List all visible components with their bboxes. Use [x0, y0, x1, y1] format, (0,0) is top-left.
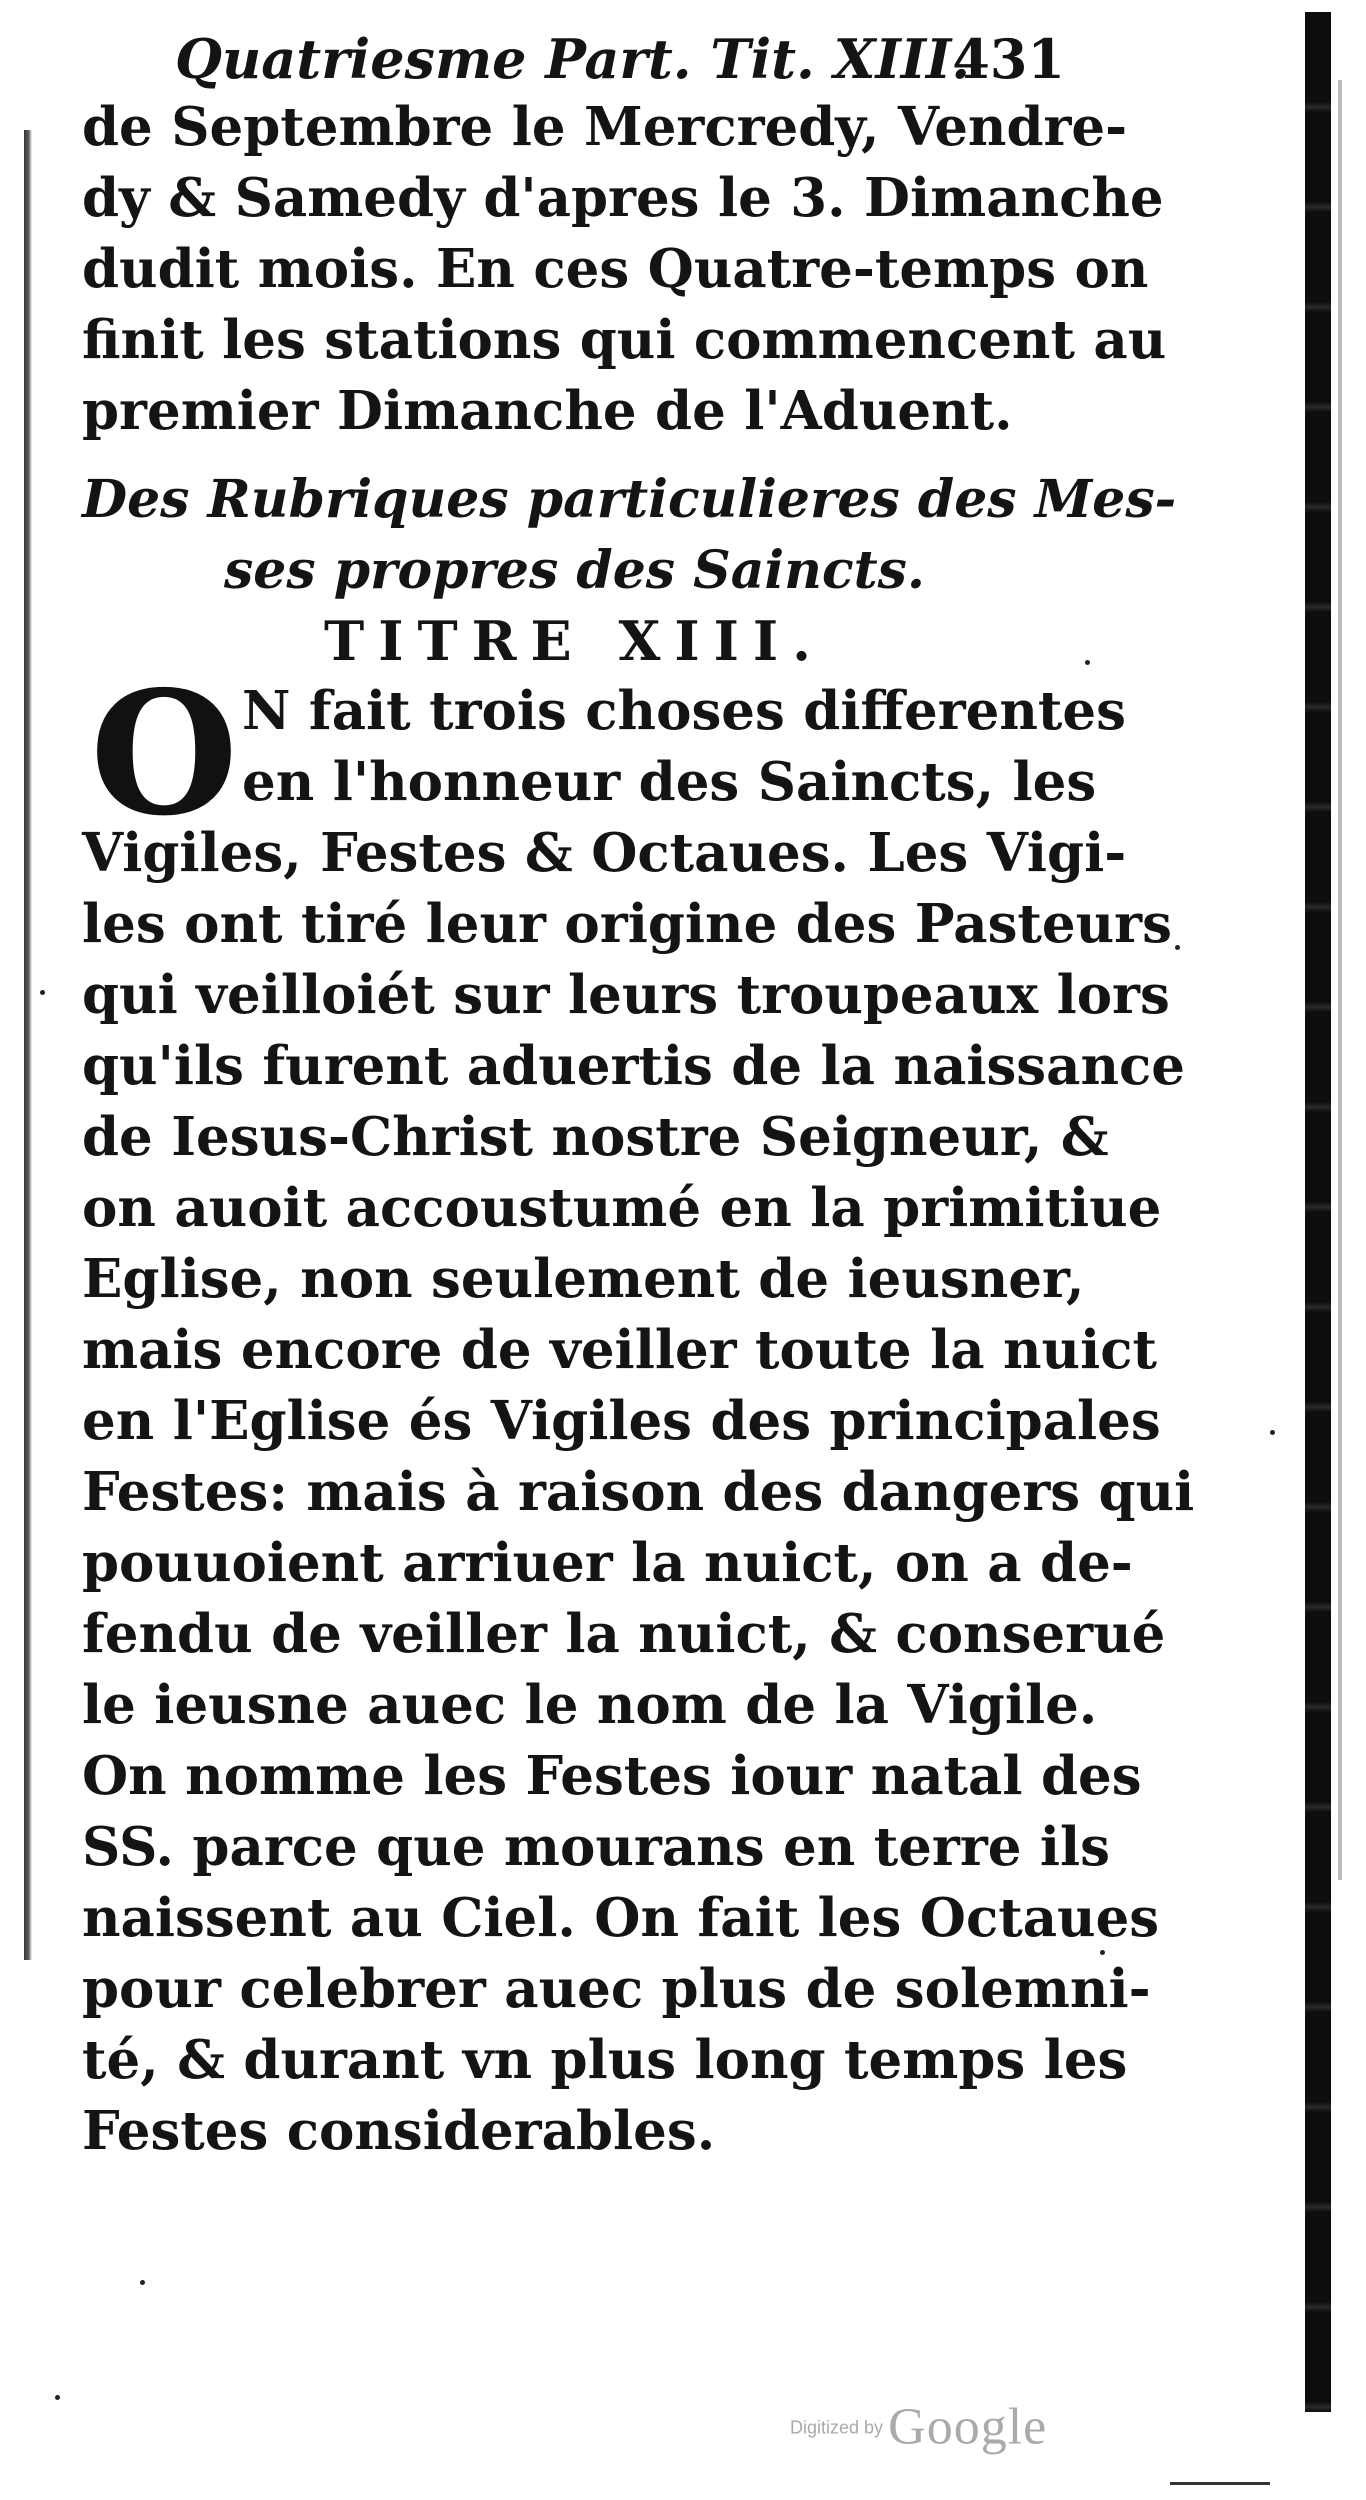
- page-edge-shadow: [1305, 12, 1331, 2412]
- text-line: en l'Eglise és Vigiles des principales: [82, 1390, 1161, 1452]
- digitized-by-label: Digitized by: [790, 2417, 884, 2438]
- text-line: fendu de veiller la nuict, & conserué: [82, 1603, 1166, 1665]
- text-line: de Septembre le Mercredy, Vendre-: [82, 96, 1128, 158]
- scan-edge-mark: [1170, 2482, 1270, 2485]
- running-title: Quatriesme Part. Tit. XIII.: [175, 27, 971, 91]
- running-header: [175, 24, 1065, 94]
- text-line: le ieusne auec le nom de la Vigile.: [82, 1674, 1098, 1736]
- text-line: dudit mois. En ces Quatre-temps on: [82, 238, 1149, 300]
- text-line: Eglise, non seulement de ieusner,: [82, 1248, 1085, 1310]
- text-line: Festes considerables.: [82, 2100, 716, 2162]
- drop-cap: O: [90, 654, 239, 854]
- text-line: de Iesus-Christ nostre Seigneur, &: [82, 1106, 1109, 1168]
- ink-speck: [1100, 1950, 1105, 1955]
- binding-gutter-shadow: [24, 130, 32, 1960]
- preceding-text: [82, 92, 1167, 447]
- rubric-line: Des Rubriques particulieres des Mes-: [82, 469, 1177, 530]
- text-line: dy & Samedy d'apres le 3. Dimanche: [82, 167, 1164, 229]
- text-line: Vigiles, Festes & Octaues. Les Vigi-: [82, 822, 1127, 884]
- page-edge-strip: [1338, 80, 1342, 1880]
- text-line: finit les stations qui commencent au: [82, 309, 1167, 371]
- page-number: 431: [952, 27, 1065, 91]
- body-text: [82, 654, 1195, 2167]
- ink-speck: [1270, 1430, 1275, 1435]
- text-line: On nomme les Festes iour natal des: [82, 1745, 1142, 1807]
- ink-speck: [140, 2280, 145, 2285]
- google-wordmark: Google: [888, 2398, 1048, 2456]
- text-line: Festes: mais à raison des dangers qui: [82, 1461, 1195, 1523]
- digitization-watermark: [790, 2392, 1047, 2462]
- text-line: pour celebrer auec plus de solemni-: [82, 1958, 1151, 2020]
- ink-speck: [1175, 945, 1180, 950]
- text-line: premier Dimanche de l'Aduent.: [82, 380, 1013, 442]
- rubric-line: ses propres des Saincts.: [223, 540, 926, 601]
- text-line: SS. parce que mourans en terre ils: [82, 1816, 1111, 1878]
- text-line: mais encore de veiller toute la nuict: [82, 1319, 1157, 1381]
- text-line: les ont tiré leur origine des Pasteurs: [82, 893, 1172, 955]
- text-line: en l'honneur des Saincts, les: [242, 751, 1097, 813]
- text-line: on auoit accoustumé en la primitiue: [82, 1177, 1162, 1239]
- ink-speck: [1085, 660, 1090, 665]
- ink-speck: [40, 990, 45, 995]
- text-line: té, & durant vn plus long temps les: [82, 2029, 1128, 2091]
- section-title: TITRE XIII.: [324, 609, 825, 673]
- ink-speck: [55, 2395, 60, 2400]
- text-line: qui veilloiét sur leurs troupeaux lors: [82, 964, 1170, 1026]
- text-line: qu'ils furent aduertis de la naissance: [82, 1035, 1186, 1097]
- rubric-heading: [82, 464, 1177, 606]
- text-line: naissent au Ciel. On fait les Octaues: [82, 1887, 1160, 1949]
- text-line: pouuoient arriuer la nuict, on a de-: [82, 1532, 1133, 1594]
- text-line: N fait trois choses differentes: [242, 680, 1126, 742]
